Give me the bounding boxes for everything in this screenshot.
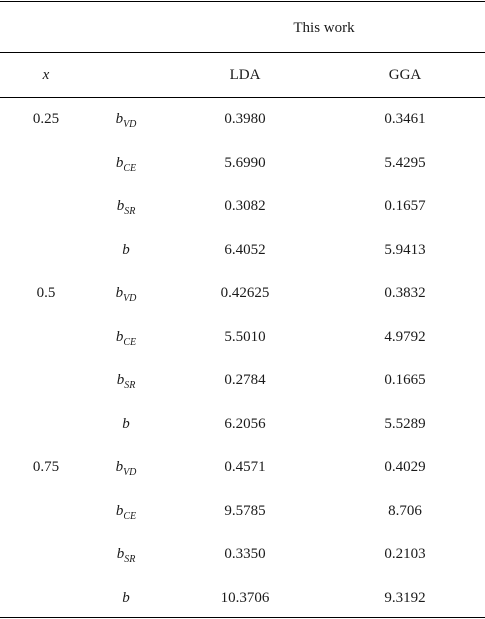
parameter-subscript: VD: [123, 293, 137, 304]
cell-parameter: [108, 502, 144, 522]
cell-lda-value: 0.4571: [224, 459, 266, 475]
cell-parameter: [108, 415, 144, 435]
cell-gga-value: 8.706: [388, 503, 422, 519]
parameter-subscript: SR: [124, 206, 136, 217]
parameter-symbol: b: [116, 546, 125, 562]
cell-x-value: 0.5: [36, 285, 56, 301]
cell-lda-value: 0.3082: [224, 198, 266, 214]
cell-parameter: [108, 110, 144, 130]
cell-gga-value: 5.9413: [384, 242, 426, 258]
cell-gga-value: 0.2103: [384, 546, 426, 562]
table-row: [0, 110, 485, 128]
parameter-subscript: CE: [123, 511, 137, 522]
cell-gga-value: 0.3461: [384, 111, 426, 127]
parameter-symbol: b: [115, 155, 124, 171]
cell-gga-value: 0.1657: [384, 198, 426, 214]
header-divider-rule: [0, 52, 485, 53]
table-row: [0, 154, 485, 172]
group-header-this-work: This work: [293, 20, 355, 36]
parameter-symbol: b: [122, 590, 130, 606]
cell-parameter: [108, 328, 144, 348]
cell-gga-value: 9.3192: [384, 590, 426, 606]
cell-lda-value: 6.4052: [224, 242, 266, 258]
column-header-x: x: [42, 67, 50, 83]
parameter-symbol: b: [122, 416, 130, 432]
cell-gga-value: 5.5289: [384, 416, 426, 432]
table-bottom-rule: [0, 617, 485, 618]
parameter-symbol: b: [116, 198, 125, 214]
parameter-subscript: VD: [123, 467, 137, 478]
parameter-symbol: b: [115, 459, 124, 475]
parameter-symbol: b: [115, 329, 124, 345]
parameter-subscript: SR: [124, 554, 136, 565]
column-header-gga: GGA: [388, 67, 422, 83]
cell-parameter: [108, 589, 144, 609]
parameter-symbol: b: [115, 503, 124, 519]
parameter-subscript: CE: [123, 163, 137, 174]
cell-parameter: [108, 458, 144, 478]
cell-gga-value: 0.4029: [384, 459, 426, 475]
cell-lda-value: 0.42625: [220, 285, 270, 301]
parameter-subscript: CE: [123, 337, 137, 348]
cell-gga-value: 0.1665: [384, 372, 426, 388]
parameter-subscript: SR: [124, 380, 136, 391]
parameter-symbol: b: [122, 242, 130, 258]
table-row: [0, 371, 485, 389]
table-row: [0, 241, 485, 259]
table-row: [0, 284, 485, 302]
table-row: [0, 415, 485, 433]
cell-lda-value: 0.3980: [224, 111, 266, 127]
cell-lda-value: 5.5010: [224, 329, 266, 345]
body-top-rule: [0, 97, 485, 98]
cell-lda-value: 9.5785: [224, 503, 266, 519]
cell-x-value: 0.25: [32, 111, 60, 127]
parameter-symbol: b: [115, 111, 124, 127]
parameter-symbol: b: [116, 372, 125, 388]
cell-parameter: [108, 545, 144, 565]
table-row: [0, 328, 485, 346]
table-row: [0, 197, 485, 215]
cell-lda-value: 0.3350: [224, 546, 266, 562]
cell-parameter: [108, 371, 144, 391]
table-row: [0, 545, 485, 563]
parameter-subscript: VD: [123, 119, 137, 130]
cell-parameter: [108, 197, 144, 217]
cell-parameter: [108, 241, 144, 261]
cell-lda-value: 10.3706: [220, 590, 270, 606]
cell-gga-value: 4.9792: [384, 329, 426, 345]
table-row: [0, 458, 485, 476]
cell-lda-value: 0.2784: [224, 372, 266, 388]
cell-gga-value: 0.3832: [384, 285, 426, 301]
column-header-lda: LDA: [229, 67, 261, 83]
parameter-symbol: b: [115, 285, 124, 301]
cell-x-value: 0.75: [32, 459, 60, 475]
cell-parameter: [108, 284, 144, 304]
table-row: [0, 589, 485, 607]
cell-lda-value: 5.6990: [224, 155, 266, 171]
cell-lda-value: 6.2056: [224, 416, 266, 432]
cell-parameter: [108, 154, 144, 174]
cell-gga-value: 5.4295: [384, 155, 426, 171]
table-top-rule: [0, 1, 485, 2]
table-row: [0, 502, 485, 520]
